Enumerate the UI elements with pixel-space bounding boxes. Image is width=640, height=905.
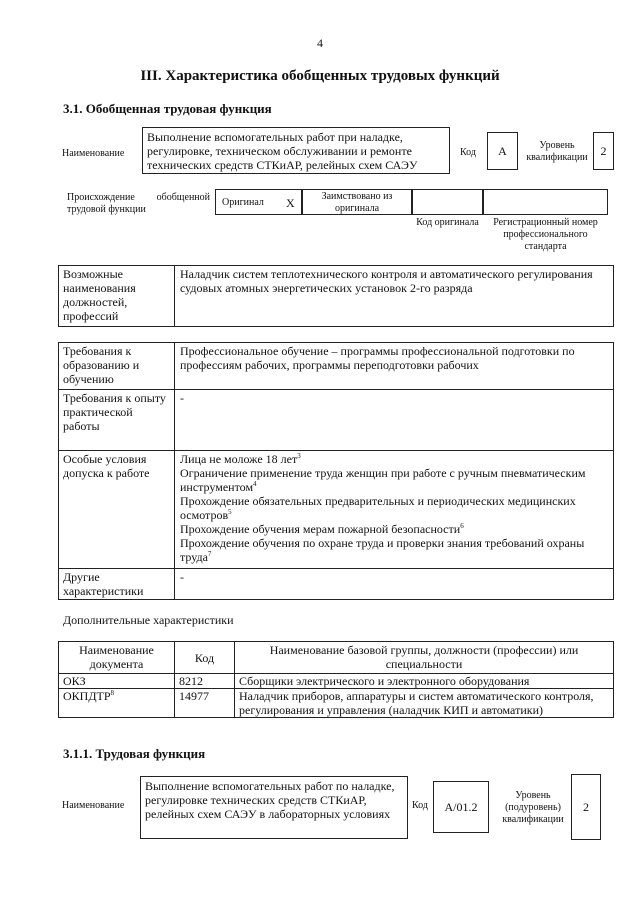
row-name: Наладчик приборов, аппаратуры и систем автоматического контроля, регулирования и управления (наладчик КИП и автоматики): [235, 689, 614, 718]
table-row: [59, 642, 614, 674]
requirements-table: [58, 342, 614, 600]
level-label: Уровень квалификации: [526, 140, 588, 163]
list-item: Лица не моложе 18 лет$^3$: [180, 452, 301, 466]
table-row: [59, 266, 614, 327]
footnote-mark: 6: [460, 522, 464, 530]
page-number: 4: [317, 36, 323, 50]
labor-function-code-label: Код: [412, 800, 428, 811]
education-label: Требования к образованию и обучению: [59, 343, 175, 390]
code-original-cell: [412, 189, 483, 215]
code-original-label: Код оригинала: [416, 217, 479, 228]
labor-function-level-box: [571, 774, 601, 840]
name-label: Наименование: [62, 148, 125, 159]
table-row: [59, 343, 614, 390]
borrowed-label: Заимствовано из оригинала: [321, 191, 393, 214]
reg-number-cell: [483, 189, 608, 215]
positions-label: Возможные наименования должностей, профессий: [59, 266, 175, 327]
level-value: 2: [600, 144, 607, 158]
col-header-code: Код: [175, 642, 235, 674]
table-row: [59, 451, 614, 569]
labor-function-code: А/01.2: [444, 800, 478, 814]
list-item: Прохождение обучения мерам пожарной безопасности$^6$: [180, 522, 464, 536]
generalized-function-name-box: [142, 127, 450, 174]
other-value: -: [175, 569, 614, 600]
list-item: Прохождение обязательных предварительных и периодических медицинских осмотров$^5$: [180, 494, 576, 522]
row-doc: ОКЗ: [59, 674, 175, 689]
additional-heading: Дополнительные характеристики: [63, 613, 234, 627]
table-row: [59, 674, 614, 689]
labor-function-level-label: Уровень (подуровень) квалификации: [502, 790, 564, 825]
borrowed-cell: [302, 189, 412, 215]
code-label: Код: [460, 147, 476, 158]
col-header-document: Наименование документа: [59, 642, 175, 674]
labor-function-name-box: [140, 776, 408, 839]
positions-value: Наладчик систем теплотехнического контроля и автоматического регулирования судовых атомных энергетических установок 2-го разряда: [175, 266, 614, 327]
special-conditions-label: Особые условия допуска к работе: [59, 451, 175, 569]
table-row: [59, 689, 614, 718]
footnote-mark: 7: [207, 550, 212, 558]
labor-function-name: Выполнение вспомогательных работ по наладке, регулировке технических средств СТКиАР, релейных схем САЭУ в лабораторных условиях: [145, 779, 395, 821]
labor-function-code-box: [433, 781, 489, 833]
reg-number-label: Регистрационный номер профессионального стандарта: [493, 217, 598, 252]
original-cell: [215, 189, 302, 215]
col-header-group: Наименование базовой группы, должности (профессии) или специальности: [235, 642, 614, 674]
generalized-function-name: Выполнение вспомогательных работ при наладке, регулировке, техническом обслуживании и ремонте технических средств СТКиАР, релейных схем САЭУ: [147, 130, 418, 172]
code-value-box: [487, 132, 518, 170]
original-mark: Х: [286, 196, 295, 210]
experience-label: Требования к опыту практической работы: [59, 390, 175, 451]
positions-table: [58, 265, 614, 327]
main-title: III. Характеристика обобщенных трудовых функций: [140, 68, 500, 84]
row-code: 14977: [175, 689, 235, 718]
code-value: А: [498, 144, 507, 158]
table-row: [59, 390, 614, 451]
additional-table: [58, 641, 614, 718]
special-conditions-list: [175, 451, 614, 569]
footnote-mark: 8: [110, 689, 115, 697]
row-name: Сборщики электрического и электронного оборудования: [235, 674, 614, 689]
footnote-mark: 5: [228, 508, 232, 516]
labor-function-level: 2: [583, 800, 589, 814]
section-3-1-1-heading: 3.1.1. Трудовая функция: [63, 746, 206, 761]
footnote-mark: 3: [297, 452, 301, 460]
row-code: 8212: [175, 674, 235, 689]
origin-label: Происхождение обобщенной трудовой функции: [67, 192, 210, 215]
experience-value: -: [175, 390, 614, 451]
section-3-1-heading: 3.1. Обобщенная трудовая функция: [63, 101, 272, 116]
labor-function-name-label: Наименование: [62, 800, 125, 811]
footnote-mark: 4: [253, 480, 257, 488]
original-label: Оригинал: [222, 197, 264, 208]
list-item: Ограничение применение труда женщин при работе с ручным пневматическим инструментом$^4$: [180, 466, 586, 494]
list-item: Прохождение обучения по охране труда и проверки знания требований охраны труда$^7$: [180, 536, 585, 564]
table-row: [59, 569, 614, 600]
level-value-box: [593, 132, 614, 170]
education-value: Профессиональное обучение – программы профессиональной подготовки по профессиям рабочих, программы переподготовки рабочих: [175, 343, 614, 390]
row-doc: ОКПДТР$^8$: [59, 689, 175, 718]
other-label: Другие характеристики: [59, 569, 175, 600]
